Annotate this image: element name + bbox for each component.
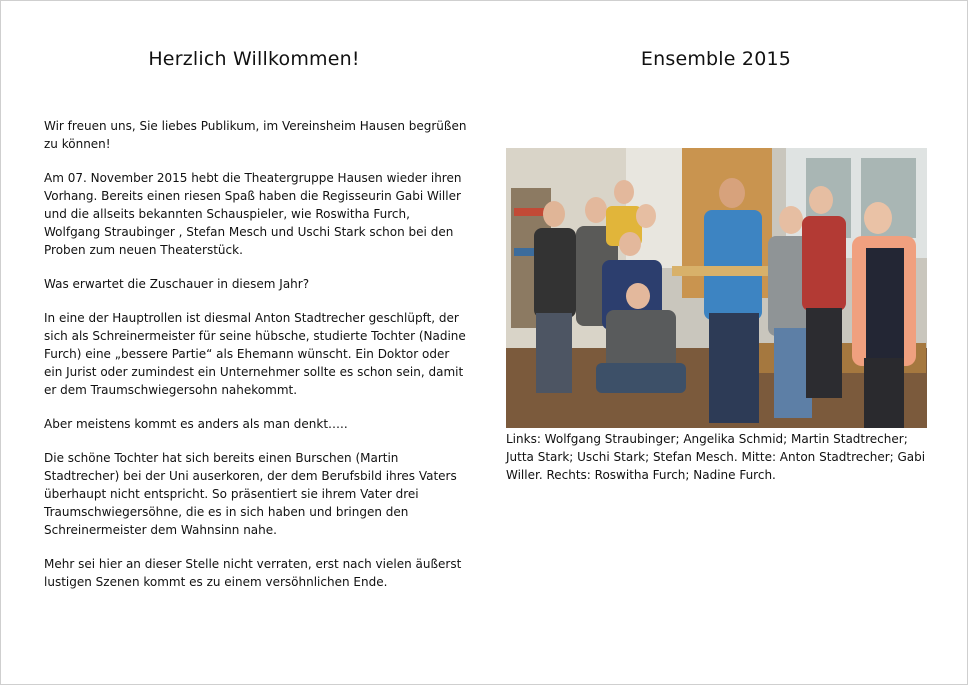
welcome-text <box>44 117 469 591</box>
paragraph-question: Was erwartet die Zuschauer in diesem Jahr? <box>44 277 310 291</box>
paragraph-premiere: Am 07. November 2015 hebt die Theatergruppe Hausen wieder ihren Vorhang. Bereits einen riesen Spaß haben die Regisseurin Gabi Willer und die allseits bekannten Schauspieler, wie Roswitha Furch, Wolfgang Straubinger , Stefan Mesch und Uschi Stark schon bei den Proben zum neuen Theaterstück. <box>44 171 462 257</box>
ensemble-photo-illustration <box>506 148 927 428</box>
left-column <box>44 41 469 607</box>
ensemble-photo <box>506 148 927 428</box>
paragraph-twist: Aber meistens kommt es anders als man denkt….. <box>44 417 348 431</box>
paragraph-ending: Mehr sei hier an dieser Stelle nicht verraten, erst nach vielen äußerst lustigen Szenen kommt es zu einem versöhnlichen Ende. <box>44 557 462 589</box>
welcome-title: Herzlich Willkommen! <box>148 48 360 70</box>
paragraph-daughter: Die schöne Tochter hat sich bereits einen Burschen (Martin Stadtrecher) bei der Uni auserkoren, der dem Berufsbild ihres Vaters überhaupt nicht entspricht. So präsentiert sie ihrem Vater drei Traumschwiegersöhne, die es in sich haben und bringen den Schreinermeister dem Wahnsinn nahe. <box>44 451 457 537</box>
paragraph-plot: In eine der Hauptrollen ist diesmal Anton Stadtrecher geschlüpft, der sich als Schreinermeister für seine hübsche, studierte Tochter (Nadine Furch) eine „bessere Partie“ als Ehemann wünscht. Ein Doktor oder ein Jurist oder zumindest ein Unternehmer sollte es schon sein, damit er dem Traumschwiegersohn nahekommt. <box>44 311 466 397</box>
right-column <box>506 41 931 484</box>
ensemble-title: Ensemble 2015 <box>640 48 792 70</box>
paragraph-greeting: Wir freuen uns, Sie liebes Publikum, im Vereinsheim Hausen begrüßen zu können! <box>44 119 467 151</box>
photo-caption: Links: Wolfgang Straubinger; Angelika Schmid; Martin Stadtrecher; Jutta Stark; Uschi Stark; Stefan Mesch. Mitte: Anton Stadtrecher; Gabi Willer. Rechts: Roswitha Furch; Nadine Furch. <box>506 432 926 482</box>
